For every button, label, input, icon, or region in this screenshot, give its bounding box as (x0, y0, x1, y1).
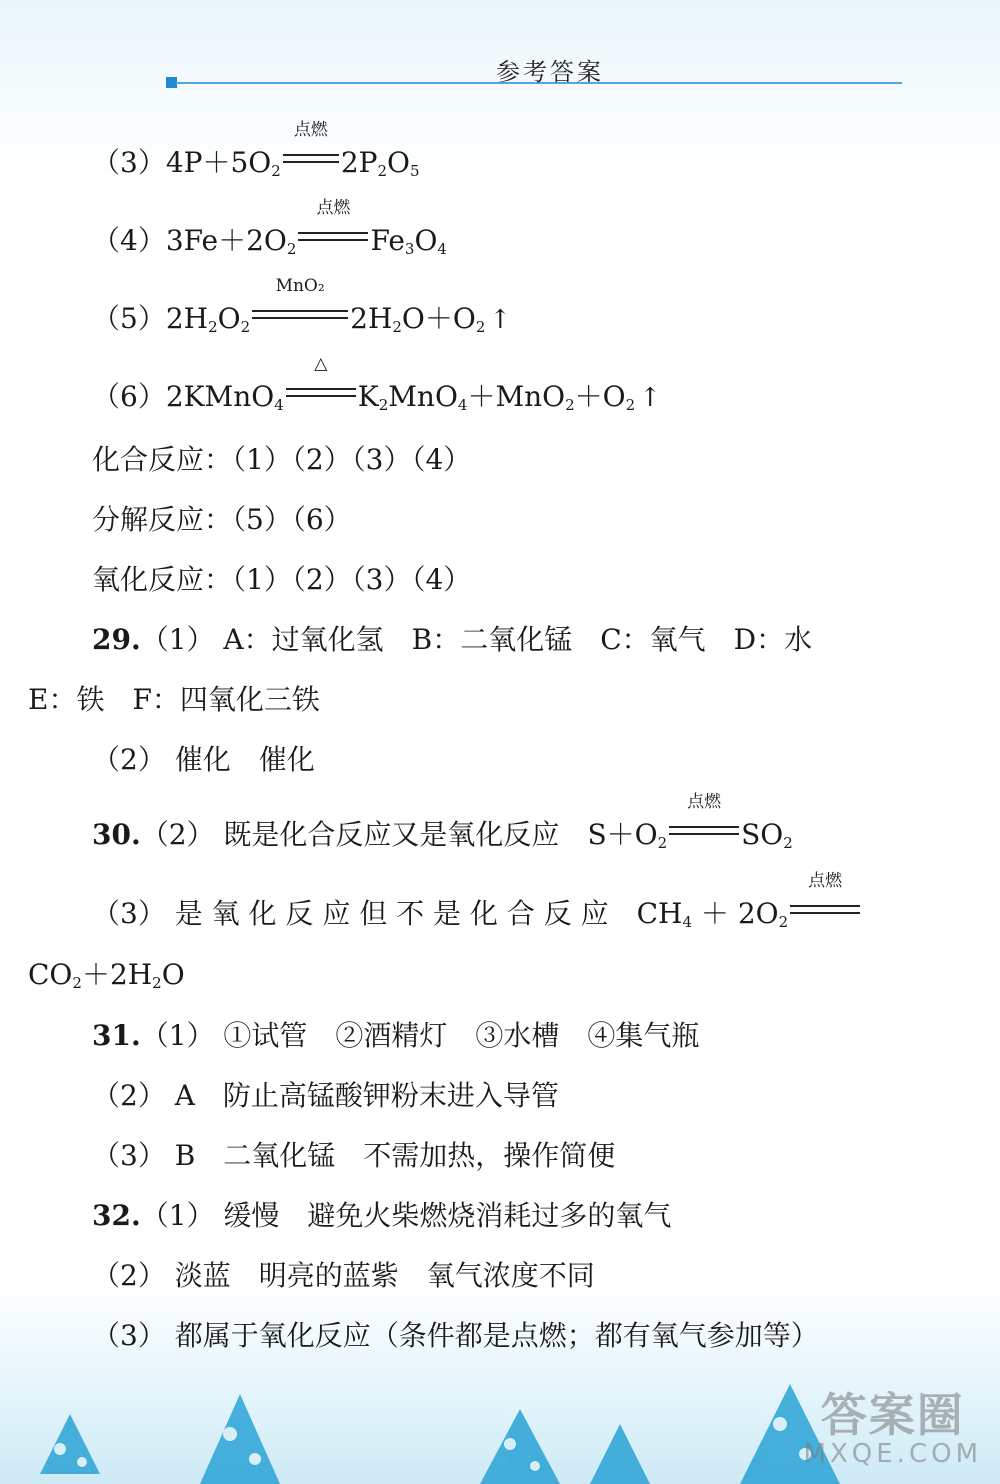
reaction-condition (298, 198, 368, 261)
product: SO (741, 818, 784, 851)
equals-bars (283, 154, 339, 163)
equals-bars (790, 905, 860, 914)
product: 2H (350, 302, 393, 335)
question-30-part-3-continued (28, 955, 185, 1003)
gas-arrow-icon: ↑ (639, 383, 661, 413)
gas-arrow-icon: ↑ (489, 305, 512, 335)
subscript: 4 (437, 240, 447, 258)
subscript: 2 (208, 318, 218, 336)
answer-text: （2） 既是化合反应又是氧化反应 (140, 818, 588, 851)
tree-icon (590, 1424, 650, 1484)
reactant: O (217, 302, 241, 335)
equation-label: （3） (92, 146, 166, 179)
subscript: 2 (271, 162, 281, 180)
answer-text: （1） ①试管 ②酒精灯 ③水槽 ④集气瓶 (140, 1019, 700, 1052)
product: ＋O (574, 380, 626, 413)
subscript: 2 (240, 318, 251, 336)
product: K (357, 380, 379, 413)
watermark (804, 1390, 982, 1468)
equation-label: （6） (92, 380, 166, 413)
question-30-part-3 (92, 871, 862, 942)
subscript: 2 (475, 318, 486, 336)
question-29-part-1-continued: E：铁 F：四氧化三铁 (28, 683, 320, 716)
answer-text: （1） A：过氧化氢 B：二氧化锰 C：氧气 D：水 (140, 623, 813, 656)
question-30-part-2 (92, 792, 793, 863)
product: ＋2H (81, 958, 153, 991)
question-31-part-1 (92, 1016, 699, 1056)
condition-text: 点燃 (808, 871, 843, 891)
subscript: 4 (457, 396, 468, 414)
question-32-part-2: （2） 淡蓝 明亮的蓝紫 氧气浓度不同 (92, 1259, 595, 1292)
product: 2P (340, 146, 378, 179)
subscript: 3 (404, 240, 415, 258)
equals-bars (252, 310, 348, 319)
combination-reaction-line: 化合反应：（1）（2）（3）（4） (92, 443, 472, 476)
subscript: 5 (409, 162, 420, 180)
condition-text: 点燃 (316, 198, 351, 218)
subscript: 2 (378, 396, 389, 414)
answer-text: （1） 缓慢 避免火柴燃烧消耗过多的氧气 (140, 1199, 672, 1232)
tree-icon (40, 1414, 100, 1474)
product: O (414, 224, 438, 257)
question-number: 32. (92, 1199, 141, 1232)
question-number: 30. (92, 818, 141, 851)
reactant: S＋O (587, 818, 658, 851)
equation-label: （5） (92, 302, 166, 335)
subscript: 4 (274, 396, 284, 414)
header-title: 参考答案 (496, 58, 604, 86)
product: O (387, 146, 410, 179)
question-32-part-3: （3） 都属于氧化反应（条件都是点燃；都有氧气参加等） (92, 1319, 819, 1352)
subscript: 2 (72, 974, 82, 992)
question-31-part-3: （3） B 二氧化锰 不需加热，操作简便 (92, 1139, 616, 1172)
question-29-part-1 (92, 620, 812, 660)
subscript: 2 (152, 974, 162, 992)
reactant: 2H (165, 302, 209, 335)
condition-text: 点燃 (293, 120, 328, 140)
reaction-condition (283, 120, 339, 183)
reactant: 3Fe＋2O (165, 224, 287, 257)
reaction-condition (790, 871, 860, 934)
equation-4 (92, 198, 447, 269)
decomposition-reaction-line: 分解反应：（5）（6） (92, 503, 352, 536)
reactant: 4P＋5O (165, 146, 272, 179)
subscript: 2 (565, 396, 575, 414)
product: CO (28, 958, 73, 991)
oxidation-reaction-line: 氧化反应：（1）（2）（3）（4） (92, 563, 472, 596)
subscript: 2 (657, 834, 668, 852)
equation-5 (92, 276, 512, 347)
product: ＋MnO (467, 380, 566, 413)
product: O＋O (401, 302, 476, 335)
answer-text: （3） 是 氧 化 反 应 但 不 是 化 合 反 应 (92, 897, 637, 930)
question-29-part-2: （2） 催化 催化 (92, 743, 315, 776)
condition-text: △ (314, 354, 328, 374)
reactant: ＋ 2O (692, 897, 779, 930)
equation-6 (92, 354, 661, 425)
reaction-condition (252, 276, 348, 339)
question-31-part-2: （2） A 防止高锰酸钾粉末进入导管 (92, 1079, 559, 1112)
question-number: 29. (92, 623, 141, 656)
subscript: 2 (783, 834, 793, 852)
equation-3 (92, 120, 420, 191)
question-number: 31. (92, 1019, 141, 1052)
product: MnO (388, 380, 458, 413)
equation-label: （4） (92, 224, 166, 257)
subscript: 2 (392, 318, 402, 336)
watermark-logo-text: 答案圈 (820, 1388, 965, 1442)
reactant: CH (636, 897, 683, 930)
condition-text: 点燃 (687, 792, 722, 812)
condition-text: MnO₂ (275, 276, 325, 296)
subscript: 2 (377, 162, 388, 180)
subscript: 2 (778, 913, 789, 931)
product: Fe (370, 224, 405, 257)
tree-icon (480, 1409, 560, 1484)
equals-bars (669, 826, 739, 835)
equals-bars (298, 232, 368, 241)
question-32-part-1 (92, 1196, 671, 1236)
reaction-condition (669, 792, 739, 855)
reactant: 2KMnO (165, 380, 275, 413)
watermark-url: MXQE.COM (803, 1439, 982, 1469)
subscript: 2 (286, 240, 297, 258)
tree-icon (200, 1394, 280, 1484)
subscript: 2 (625, 396, 636, 414)
reaction-condition (286, 354, 356, 417)
product: O (161, 958, 185, 991)
equals-bars (286, 388, 356, 397)
subscript: 4 (682, 913, 693, 931)
